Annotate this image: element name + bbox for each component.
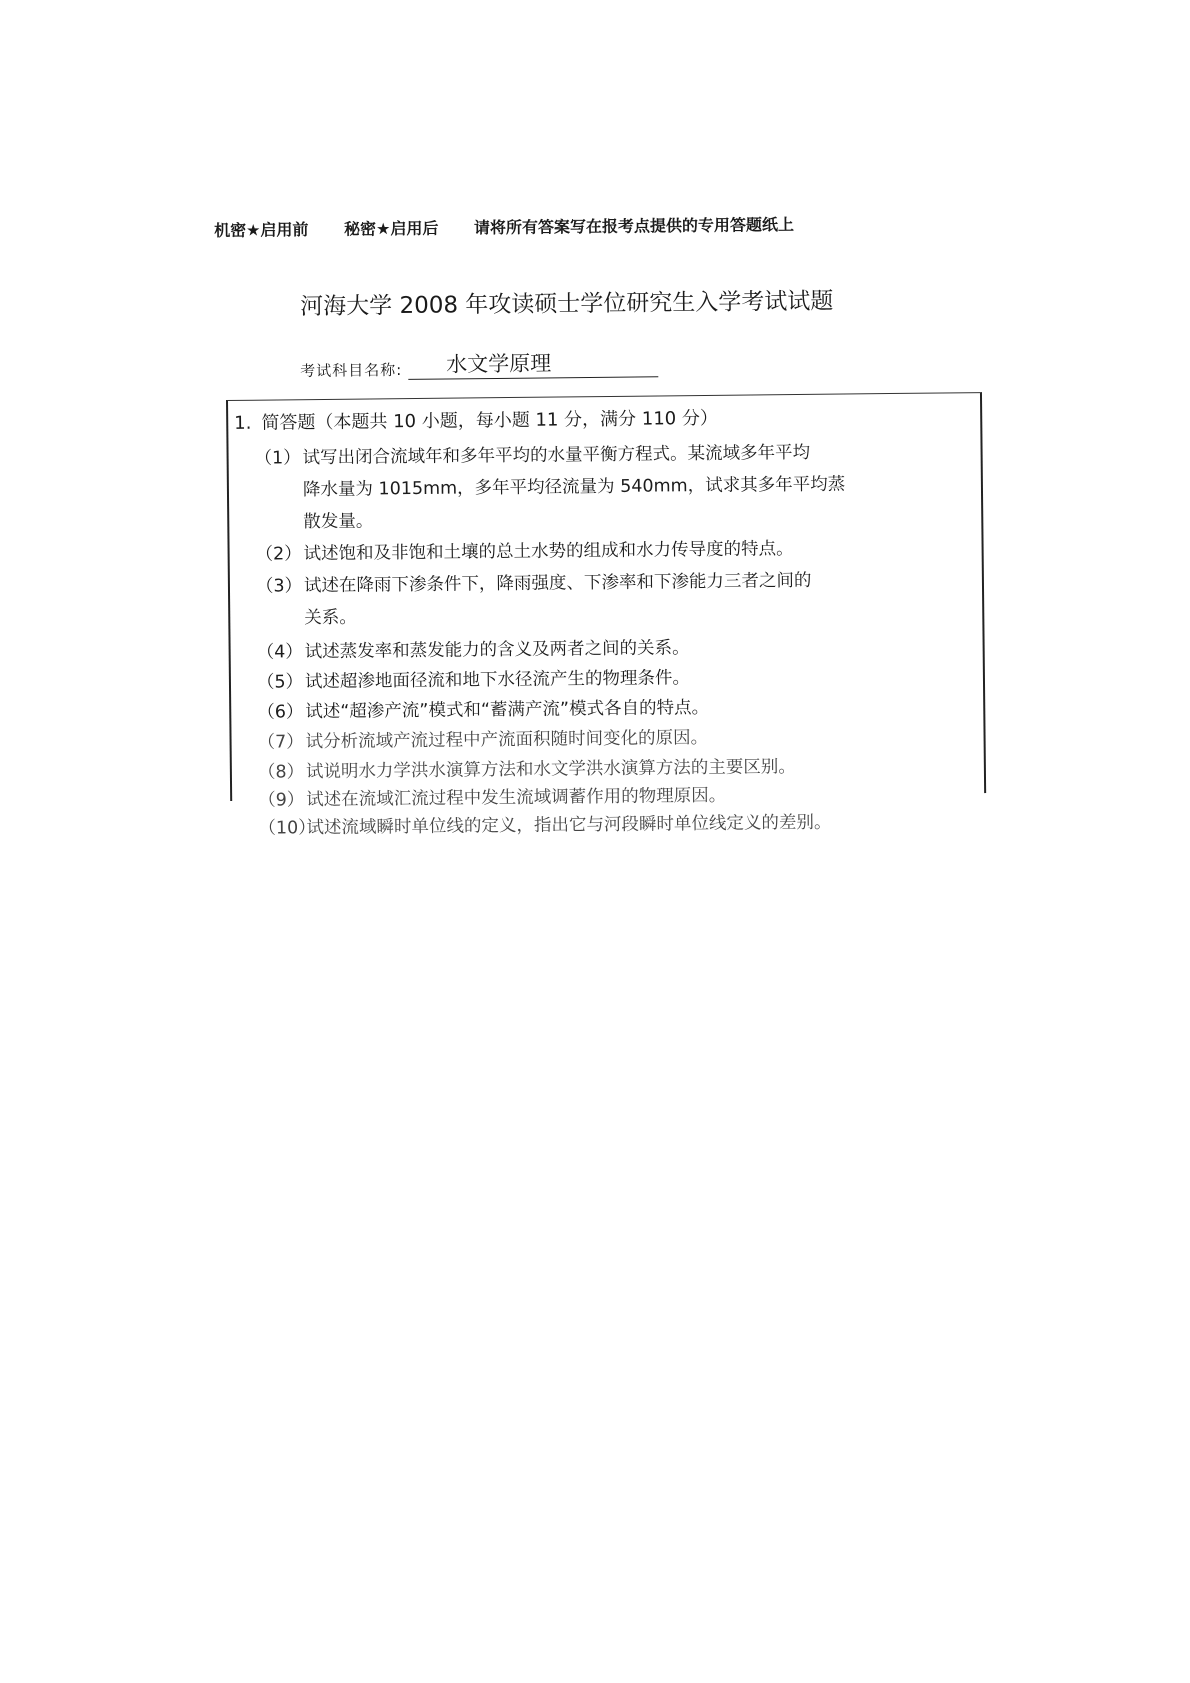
question-text: 试述超渗地面径流和地下水径流产生的物理条件。 — [304, 668, 691, 693]
question-number: （6） — [257, 702, 304, 723]
question-10 — [258, 809, 831, 840]
confidential-before-label: 机密★启用前 — [214, 220, 309, 240]
section-number: 1. — [234, 412, 252, 434]
question-1-line-3: 散发量。 — [303, 511, 374, 533]
question-text: 试分析流域产流过程中产流面积随时间变化的原因。 — [305, 727, 709, 753]
section-heading — [234, 404, 718, 435]
question-number: （1） — [254, 448, 301, 469]
question-number: （5） — [256, 672, 304, 693]
question-3 — [256, 567, 812, 598]
question-5 — [257, 664, 690, 694]
question-8 — [258, 753, 796, 784]
subject-label: 考试科目名称: — [300, 360, 403, 380]
question-number: （8） — [257, 762, 305, 783]
confidential-after-label: 秘密★启用后 — [343, 218, 439, 239]
section-heading-text: 简答题（本题共 10 小题，每小题 11 分，满分 110 分） — [261, 407, 719, 434]
question-4 — [257, 634, 690, 664]
question-text: 试述在降雨下渗条件下，降雨强度、下渗率和下渗能力三者之间的 — [303, 570, 812, 597]
question-text: 试说明水力学洪水演算方法和水文学洪水演算方法的主要区别。 — [305, 757, 796, 783]
subject-row — [300, 346, 720, 381]
question-number: （7） — [257, 732, 304, 753]
answer-instruction: 请将所有答案写在报考点提供的专用答题纸上 — [473, 214, 795, 238]
subject-value: 水文学原理 — [408, 346, 658, 380]
question-number: （2） — [255, 544, 302, 565]
question-number: （10） — [258, 818, 316, 839]
question-number: （4） — [256, 642, 303, 663]
question-text: 试述“超渗产流”模式和“蓄满产流”模式各自的特点。 — [305, 697, 710, 723]
question-text: 试述流域瞬时单位线的定义，指出它与河段瞬时单位线定义的差别。 — [306, 812, 832, 839]
exam-title: 河海大学 2008 年攻读硕士学位研究生入学考试试题 — [300, 288, 834, 320]
question-7 — [257, 724, 708, 754]
question-number: （3） — [255, 576, 303, 597]
question-text: 试述在流域汇流过程中发生流域调蓄作用的物理原因。 — [306, 785, 727, 811]
question-text: 试述蒸发率和蒸发能力的含义及两者之间的关系。 — [304, 638, 690, 663]
question-1-line-2: 降水量为 1015mm，多年平均径流量为 540mm，试求其多年平均蒸 — [302, 474, 846, 501]
question-2 — [255, 535, 793, 566]
confidentiality-header — [214, 211, 914, 241]
question-number: （9） — [258, 790, 305, 811]
question-3-line-2: 关系。 — [304, 607, 357, 629]
question-6 — [257, 694, 709, 724]
question-text: 试写出闭合流域年和多年平均的水量平衡方程式。某流域多年平均 — [302, 442, 811, 469]
question-9 — [258, 782, 726, 812]
question-1 — [254, 439, 810, 470]
question-section-box — [226, 392, 986, 839]
question-text: 试述饱和及非饱和土壤的总土水势的组成和水力传导度的特点。 — [303, 539, 794, 565]
